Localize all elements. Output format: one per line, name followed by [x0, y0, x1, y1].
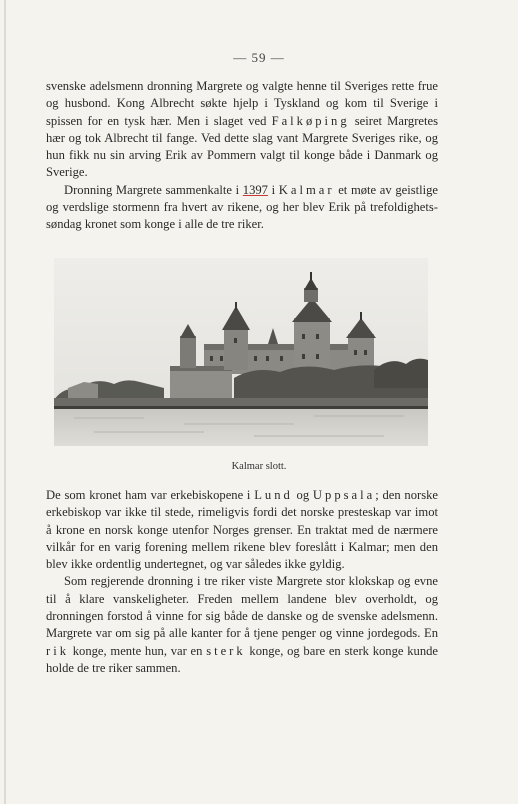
page-number: — 59 — — [233, 50, 285, 65]
emphasis-rik: rik — [46, 643, 69, 658]
text-block-bottom — [46, 487, 438, 677]
emphasis-sterk: sterk — [206, 643, 246, 658]
paragraph: svenske adelsmenn dronning Margrete og valgte henne til Sveriges rette frue og husbond. Kong Albrecht søkte hjelp i Tyskland og kom til Sverige i spissen for en tysk hær. Men i slaget ved Falkøping seiret Margretes hær og tok Albrecht til fange. Ved dette slag vant Margrete Sveriges rike, og hun fikk nu sin arving Erik av Pommern valgt til konge både i Danmark og Sverige. — [46, 79, 438, 180]
year-1397: 1397 — [242, 182, 268, 197]
kalmar-castle-photo — [54, 258, 428, 446]
paragraph: Som regjerende dronning i tre riker viste Margrete stor klokskap og evne til å klare vanskeligheter. Freden mellem landene blev overholdt, og dronningen forstod å vinne for sig både de danske og de svenske adelsmenn. Margrete var om sig på alle kanter for å tjene penger og vinne jordegods. En rik konge, mente hun, var en sterk konge, og bare en sterk konge kunde holde de tre riker sammen. — [46, 574, 439, 675]
place-name-uppsala: Uppsala — [312, 488, 376, 502]
paragraph: De som kronet ham var erkebiskopene i Lund og Uppsala; den norske erkebiskop var ikke til stede, rimeligvis fordi det norske presteskap var imot å krone en norsk konge utenfor Norges grenser. En traktat med de nærmere vilkår for en varig forening mellem rikene blev foreslått i Kalmar; men den blev ikke ordentlig undertegnet, og var således ikke gyldig. — [46, 488, 438, 572]
place-name-kalmar: Kalmar — [278, 182, 335, 197]
place-name-lund: Lund — [254, 488, 293, 502]
paragraph: Dronning Margrete sammenkalte i 1397 i Kalmar et møte av geistlige og verdslige stormenn fra hvert av rikene, og her blev Erik på trefoldighets-søndag kronet som konge i alle de tre riker. — [46, 182, 439, 232]
text-block-top — [46, 78, 438, 234]
figure-caption: Kalmar slott. — [231, 461, 287, 472]
place-name-falkoping: Falkøping — [271, 113, 350, 128]
page-edge — [4, 0, 6, 804]
